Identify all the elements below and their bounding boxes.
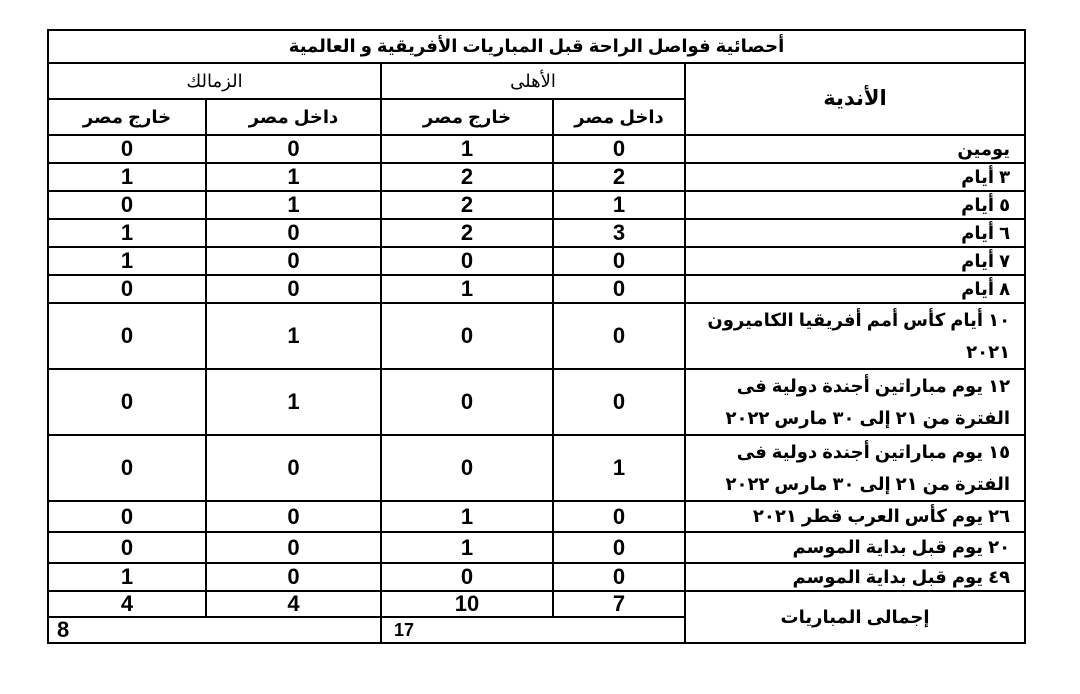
ahly-inside-cell: 0 [553,369,685,435]
zamalek-outside-total: 4 [48,591,206,617]
ahly-outside-cell: 2 [381,163,553,191]
zamalek-outside-cell: 1 [48,219,206,247]
table-row [48,135,1025,163]
ahly-outside-cell: 0 [381,247,553,275]
table-row [48,247,1025,275]
row-label: ٣ أيام [685,163,1025,191]
zamalek-outside-cell: 0 [48,191,206,219]
table-row [48,532,1025,563]
zamalek-inside-cell: 1 [206,191,381,219]
zamalek-inside-cell: 0 [206,275,381,303]
row-label: ٧ أيام [685,247,1025,275]
ahly-inside-cell: 1 [553,435,685,501]
ahly-inside-cell: 3 [553,219,685,247]
zamalek-outside-cell: 1 [48,163,206,191]
ahly-outside-cell: 0 [381,303,553,369]
table-title: أحصائية فواصل الراحة قبل المباريات الأفريقية و العالمية [48,30,1025,63]
totals-row [48,591,1025,617]
zamalek-outside-cell: 0 [48,532,206,563]
table-row [48,435,1025,501]
ahly-inside-cell: 0 [553,501,685,532]
zamalek-outside-cell: 0 [48,135,206,163]
ahly-outside-cell: 0 [381,563,553,591]
zamalek-inside-cell: 1 [206,369,381,435]
zamalek-outside-cell: 0 [48,303,206,369]
row-label: ٢٦ يوم كأس العرب قطر ٢٠٢١ [685,501,1025,532]
ahly-inside-cell: 0 [553,303,685,369]
totals-label: إجمالى المباريات [685,591,1025,643]
ahly-outside-total: 10 [381,591,553,617]
clubs-header: الأندية [685,63,1025,135]
ahly-inside-cell: 0 [553,275,685,303]
ahly-inside-cell: 0 [553,135,685,163]
ahly-outside-cell: 1 [381,501,553,532]
zamalek-outside-cell: 1 [48,247,206,275]
zamalek-inside-cell: 0 [206,563,381,591]
row-label: ١٥ يوم مباراتين أجندة دولية فى الفترة من ٢١ إلى ٣٠ مارس ٢٠٢٢ [685,435,1025,501]
zamalek-inside-cell: 0 [206,532,381,563]
ahly-inside-cell: 0 [553,563,685,591]
ahly-outside-header: خارج مصر [381,99,553,135]
table-row [48,275,1025,303]
ahly-header: الأهلى [381,63,685,99]
row-label: ٦ أيام [685,219,1025,247]
zamalek-inside-cell: 0 [206,247,381,275]
ahly-outside-cell: 1 [381,275,553,303]
ahly-outside-cell: 0 [381,369,553,435]
zamalek-inside-cell: 0 [206,135,381,163]
ahly-inside-cell: 1 [553,191,685,219]
zamalek-outside-cell: 0 [48,369,206,435]
row-label: ١٢ يوم مباراتين أجندة دولية فى الفترة من ٢١ إلى ٣٠ مارس ٢٠٢٢ [685,369,1025,435]
ahly-inside-total: 7 [553,591,685,617]
row-label: ٥ أيام [685,191,1025,219]
row-label: ٨ أيام [685,275,1025,303]
table-row [48,219,1025,247]
zamalek-inside-cell: 1 [206,163,381,191]
zamalek-inside-cell: 1 [206,303,381,369]
table-row [48,163,1025,191]
row-label: يومين [685,135,1025,163]
zamalek-inside-cell: 0 [206,501,381,532]
zamalek-outside-cell: 0 [48,435,206,501]
table-row [48,501,1025,532]
zamalek-inside-total: 4 [206,591,381,617]
row-label: ١٠ أيام كأس أمم أفريقيا الكاميرون ٢٠٢١ [685,303,1025,369]
ahly-inside-cell: 0 [553,247,685,275]
table-row [48,191,1025,219]
row-label: ٤٩ يوم قبل بداية الموسم [685,563,1025,591]
zamalek-inside-header: داخل مصر [206,99,381,135]
ahly-outside-cell: 1 [381,532,553,563]
table-row [48,563,1025,591]
ahly-outside-cell: 1 [381,135,553,163]
zamalek-outside-cell: 1 [48,563,206,591]
ahly-outside-cell: 2 [381,219,553,247]
zamalek-header: الزمالك [48,63,381,99]
zamalek-outside-header: خارج مصر [48,99,206,135]
ahly-outside-cell: 2 [381,191,553,219]
ahly-inside-cell: 0 [553,532,685,563]
rest-intervals-table [47,29,1026,644]
table-row [48,303,1025,369]
ahly-inside-cell: 2 [553,163,685,191]
ahly-grand-total: 17 [381,617,685,643]
ahly-outside-cell: 0 [381,435,553,501]
table-row [48,369,1025,435]
zamalek-outside-cell: 0 [48,501,206,532]
row-label: ٢٠ يوم قبل بداية الموسم [685,532,1025,563]
zamalek-inside-cell: 0 [206,219,381,247]
zamalek-inside-cell: 0 [206,435,381,501]
zamalek-grand-total: 8 [48,617,381,643]
ahly-inside-header: داخل مصر [553,99,685,135]
zamalek-outside-cell: 0 [48,275,206,303]
